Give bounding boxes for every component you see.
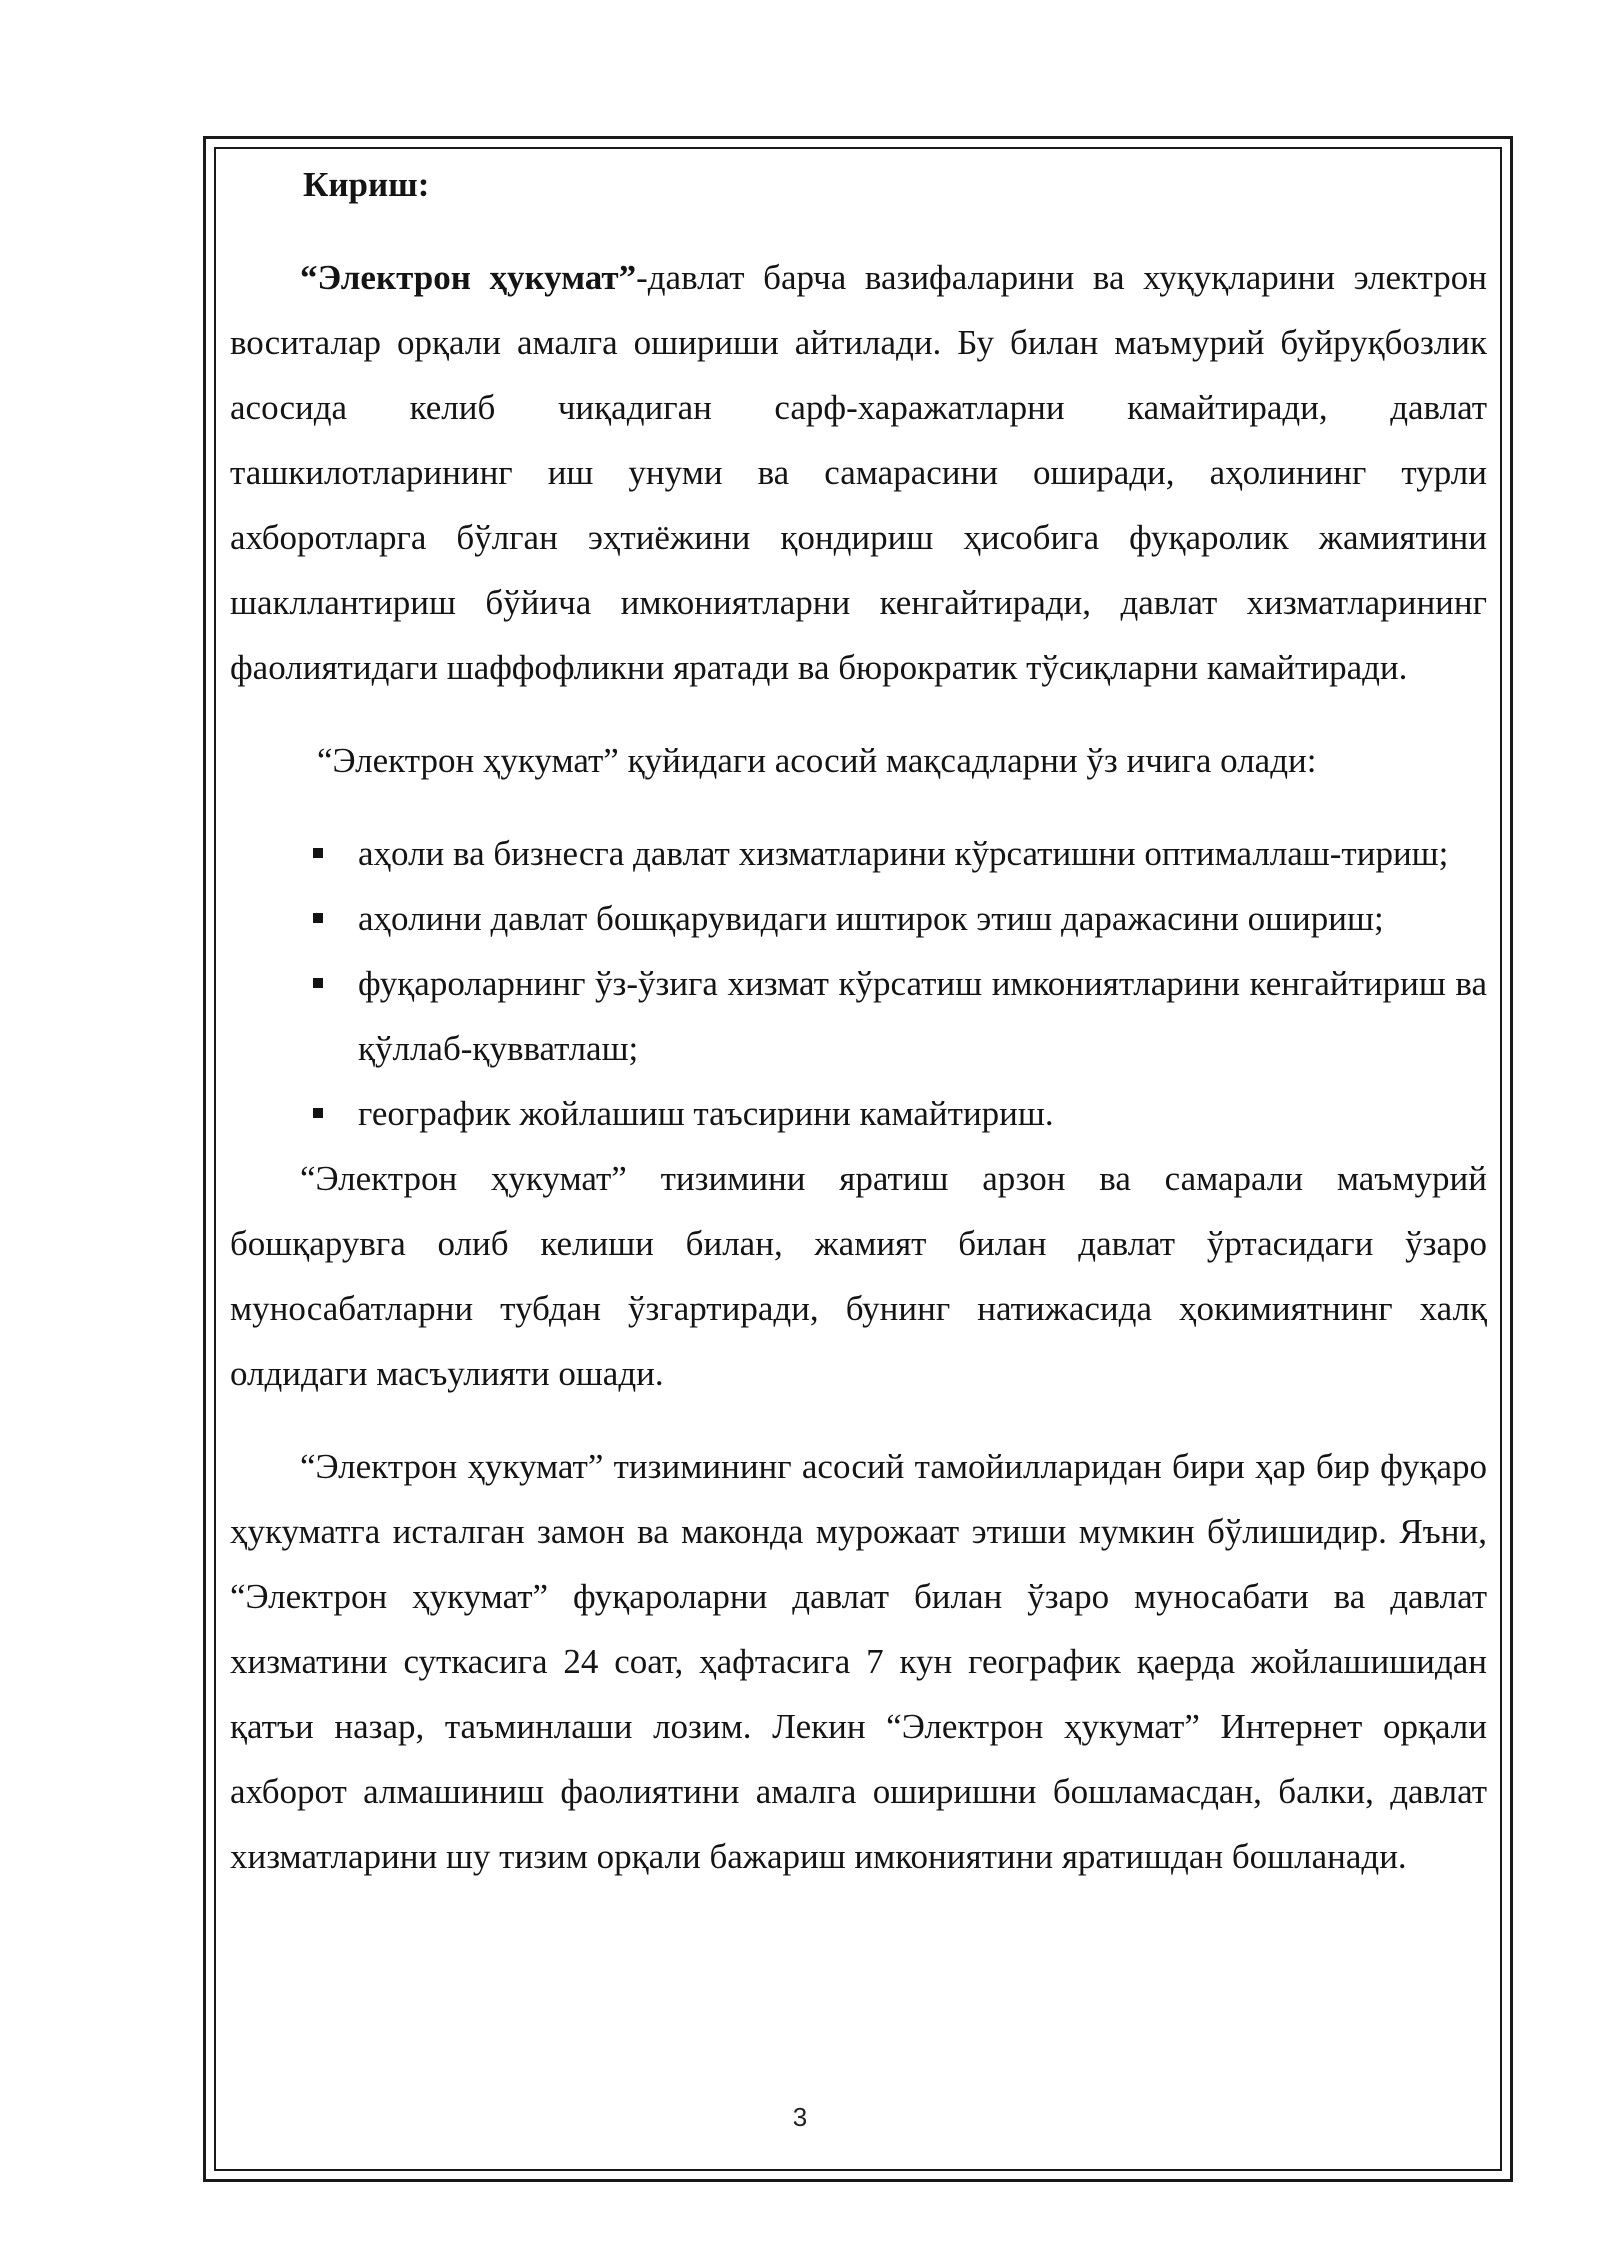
list-item	[230, 951, 1487, 1081]
intro-paragraph-text: -давлат барча вазифаларини ва хуқуқларини электрон воситалар орқали амалга ошириши айтилади. Бу билан маъмурий буйруқбозлик асосида келиб чиқадиган сарф-харажатларни камайтиради, давлат ташкилотларининг иш унуми ва самарасини оширади, аҳолининг турли ахборотларга бўлган эҳтиёжини қондириш ҳисобига фуқаролик жамиятини шакллантириш бўйича имкониятларни кенгайтиради, давлат хизматларининг фаолиятидаги шаффофликни яратади ва бюрократик тўсиқларни камайтиради.	[230, 258, 1487, 687]
list-item-text: аҳолини давлат бошқарувидаги иштирок этиш даражасини ошириш;	[358, 899, 1384, 938]
square-bullet-icon	[313, 848, 323, 858]
square-bullet-icon	[313, 978, 323, 988]
goals-list	[230, 821, 1487, 1146]
body-paragraph: “Электрон ҳукумат” тизимини яратиш арзон ва самарали маъмурий бошқарувга олиб келиши билан, жамият билан давлат ўртасидаги ўзаро муносабатларни тубдан ўзгартиради, бунинг натижасида ҳокимиятнинг халқ олдидаги масъулияти ошади.	[230, 1159, 1487, 1393]
term-electronic-government: “Электрон ҳукумат”	[300, 258, 637, 297]
list-item-text: аҳоли ва бизнесга давлат хизматларини кўрсатишни оптималлаш-тириш;	[358, 834, 1449, 873]
section-heading: Кириш:	[303, 165, 430, 204]
document-body	[230, 152, 1487, 1889]
page-number: 3	[792, 2102, 808, 2132]
list-item	[230, 886, 1487, 951]
list-item	[230, 821, 1487, 886]
intro-paragraph	[230, 245, 1487, 700]
list-item-text: географик жойлашиш таъсирини камайтириш.	[358, 1094, 1054, 1133]
square-bullet-icon	[313, 913, 323, 923]
body-paragraph: “Электрон ҳукумат” тизимининг асосий тамойилларидан бири ҳар бир фуқаро ҳукуматга исталган замон ва маконда мурожаат этиши мумкин бўлишидир. Яъни, “Электрон ҳукумат” фуқароларни давлат билан ўзаро муносабати ва давлат хизматини суткасига 24 соат, ҳафтасига 7 кун географик қаерда жойлашишидан қатъи назар, таъминлаши лозим. Лекин “Электрон ҳукумат” Интернет орқали ахборот алмашиниш фаолиятини амалга оширишни бошламасдан, балки, давлат хизматларини шу тизим орқали бажариш имкониятини яратишдан бошланади.	[230, 1447, 1487, 1876]
goals-intro: “Электрон ҳукумат” қуйидаги асосий мақсадларни ўз ичига олади:	[317, 741, 1317, 780]
list-item	[230, 1081, 1487, 1146]
square-bullet-icon	[313, 1108, 323, 1118]
list-item-text: фуқароларнинг ўз-ўзига хизмат кўрсатиш имкониятларини кенгайтириш ва қўллаб-қувватлаш;	[358, 964, 1487, 1068]
